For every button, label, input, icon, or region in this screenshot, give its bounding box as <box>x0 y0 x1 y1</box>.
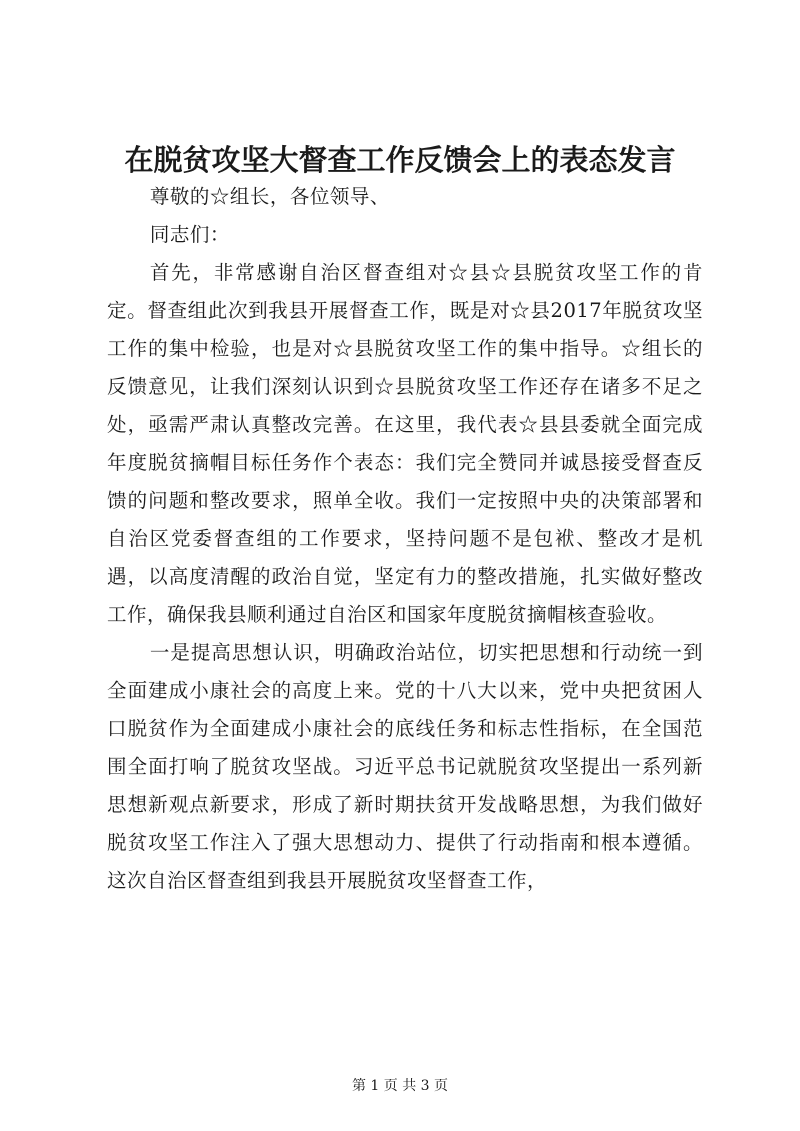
body-paragraph-2: 一是提高思想认识，明确政治站位，切实把思想和行动统一到全面建成小康社会的高度上来。党的十八大以来，党中央把贫困人口脱贫作为全面建成小康社会的底线任务和标志性指标，在全国范围全面打响了脱贫攻坚战。习近平总书记就脱贫攻坚提出一系列新思想新观点新要求，形成了新时期扶贫开发战略思想，为我们做好脱贫攻坚工作注入了强大思想动力、提供了行动指南和根本遵循。这次自治区督查组到我县开展脱贫攻坚督查工作， <box>107 641 703 892</box>
page-footer: 第 1 页 共 3 页 <box>351 1078 449 1094</box>
document-title: 在脱贫攻坚大督查工作反馈会上的表态发言 <box>124 143 676 177</box>
salutation-line-2: 同志们： <box>149 223 230 246</box>
salutation-line-1: 尊敬的☆组长，各位领导、 <box>149 185 390 208</box>
document-body <box>107 178 703 900</box>
body-paragraph-1: 首先，非常感谢自治区督查组对☆县☆县脱贫攻坚工作的肯定。督查组此次到我县开展督查工作，既是对☆县2017年脱贫攻坚工作的集中检验，也是对☆县脱贫攻坚工作的集中指导。☆组长的反馈意见，让我们深刻认识到☆县脱贫攻坚工作还存在诸多不足之处，亟需严肃认真整改完善。在这里，我代表☆县县委就全面完成年度脱贫摘帽目标任务作个表态：我们完全赞同并诚恳接受督查反馈的问题和整改要求，照单全收。我们一定按照中央的决策部署和自治区党委督查组的工作要求，坚持问题不是包袱、整改才是机遇，以高度清醒的政治自觉，坚定有力的整改措施，扎实做好整改工作，确保我县顺利通过自治区和国家年度脱贫摘帽核查验收。 <box>107 261 703 626</box>
